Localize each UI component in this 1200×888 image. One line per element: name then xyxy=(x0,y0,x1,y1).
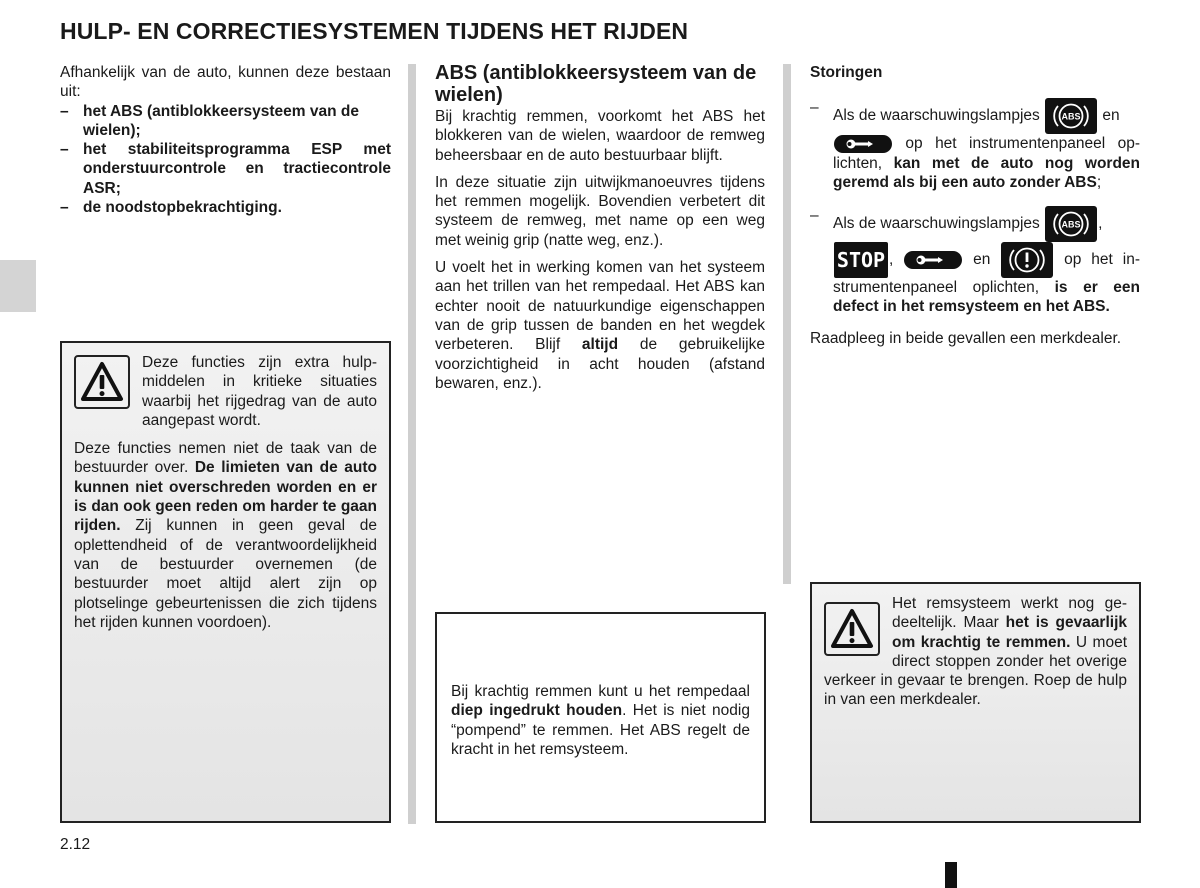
warning-emphasis: het is gevaarlijk om krachtig te remmen. xyxy=(892,614,1128,651)
abs-heading: ABS (antiblokkeersysteem van de wielen) xyxy=(435,62,757,106)
systems-list xyxy=(60,102,391,218)
svg-text:ABS: ABS xyxy=(1061,111,1081,122)
wrench-warning-lamp-icon xyxy=(904,251,962,269)
abs-paragraph-2: In deze situatie zijn uitwijkmanoeuvres tijdens het remmen mogelijk. Bovendien verbetert dit systeem de remweg, met name op een weg met weinig grip (natte weg, enz.). xyxy=(435,173,765,249)
abs-emphasis: altijd xyxy=(581,336,619,354)
abs-warning-lamp-icon xyxy=(1045,98,1097,134)
faults-column xyxy=(810,63,1140,348)
faults-subtitle: Storingen xyxy=(810,64,883,81)
intro-text: Afhankelijk van de auto, kunnen deze bestaan uit: xyxy=(60,64,391,101)
warning-box-brakes xyxy=(810,582,1141,823)
fault-item-2: – Als de waarschuwingslampjes ABS , STOP , en op het instrumentenpaneel oplichten, is er een defect in het remsysteem en het ABS. xyxy=(810,206,1140,317)
column-separator-1 xyxy=(408,64,416,824)
page-number: 2.12 xyxy=(60,836,91,853)
warning-triangle-icon xyxy=(824,602,880,656)
abs-paragraph-1: Bij krachtig remmen, voorkomt het ABS het blokkeren van de wielen, waardoor de remweg beheersbaar en de auto bestuurbaar blijft. xyxy=(435,108,765,164)
section-side-tab xyxy=(0,260,36,312)
corner-thumb-mark xyxy=(945,862,957,888)
list-item: – het ABS (antiblokkeersysteem van de wielen); xyxy=(60,102,391,141)
column-separator-2 xyxy=(783,64,791,584)
fault-2-emphasis: is er een defect in het remsysteem en het ABS. xyxy=(833,279,1140,316)
svg-text:ABS: ABS xyxy=(1061,219,1081,230)
warning-intro-text: Deze functies zijn extra hulpmiddelen in kritieke situaties waarbij het rijgedrag van de auto aangepast wordt. xyxy=(142,354,377,429)
abs-paragraph-3: U voelt het in werking komen van het systeem aan het trillen van het rempedaal. Het ABS kan echter nooit de natuurkundige eigenschappen van de grip tussen de banden en het wegdek verbeteren. Blijf altijd de gebruikelijke voorzichtigheid in acht houden (afstand bewaren, enz.). xyxy=(435,259,765,392)
warning-box-functions xyxy=(60,341,391,823)
warning-body-text: Deze functies nemen niet de taak van de bestuurder over. De limieten van de auto kunnen niet overschreden worden en er is dan ook geen reden om harder te gaan rijden. Zij kunnen in geen geval de oplettendheid of de verantwoordelijkheid van de bestuurder overnemen (de bestuurder moet altijd alert zijn op plotselinge gebeurtenissen die zich tijdens het rijden kunnen voordoen). xyxy=(74,440,377,631)
warning-triangle-icon xyxy=(74,355,130,409)
info-emphasis: diep ingedrukt houden xyxy=(451,702,623,720)
dealer-advice-text: Raadpleeg in beide gevallen een merkdealer. xyxy=(810,329,1122,347)
abs-warning-lamp-icon xyxy=(1045,206,1097,242)
warning-text: Het remsysteem werkt nog gedeeltelijk. Maar het is gevaarlijk om krachtig te remmen. U moet direct stoppen zonder het overige verkeer in gevaar te brengen. Roep de hulp in van een merkdealer. xyxy=(824,595,1128,709)
abs-column xyxy=(435,62,765,393)
wrench-warning-lamp-icon xyxy=(834,135,892,153)
list-item: – het stabiliteitsprogramma ESP met onderstuurcontrole en tractiecontrole ASR; xyxy=(60,140,391,198)
list-item: – de noodstopbekrachtiging. xyxy=(60,198,391,217)
info-box-braking xyxy=(435,612,766,823)
brake-warning-lamp-icon xyxy=(1001,242,1053,278)
info-text: Bij krachtig remmen kunt u het rempedaal diep ingedrukt houden. Het is niet nodig “pompend” te remmen. Het ABS regelt de kracht in het remsysteem. xyxy=(451,683,750,758)
page-title: HULP- EN CORRECTIESYSTEMEN TIJDENS HET RIJDEN xyxy=(60,18,689,44)
fault-item-1: – Als de waarschuwingslampjes ABS en op het instrumentenpaneel oplichten, kan met de auto nog worden geremd als bij een auto zonder ABS; xyxy=(810,98,1140,192)
warning-emphasis: De limieten van de auto kunnen niet overschreden worden en er is dan ook geen reden om harder te gaan rijden. xyxy=(74,459,377,535)
fault-1-emphasis: kan met de auto nog worden geremd als bij een auto zonder ABS xyxy=(833,154,1140,191)
intro-column xyxy=(60,63,391,217)
stop-warning-lamp-icon: STOP xyxy=(834,242,888,278)
